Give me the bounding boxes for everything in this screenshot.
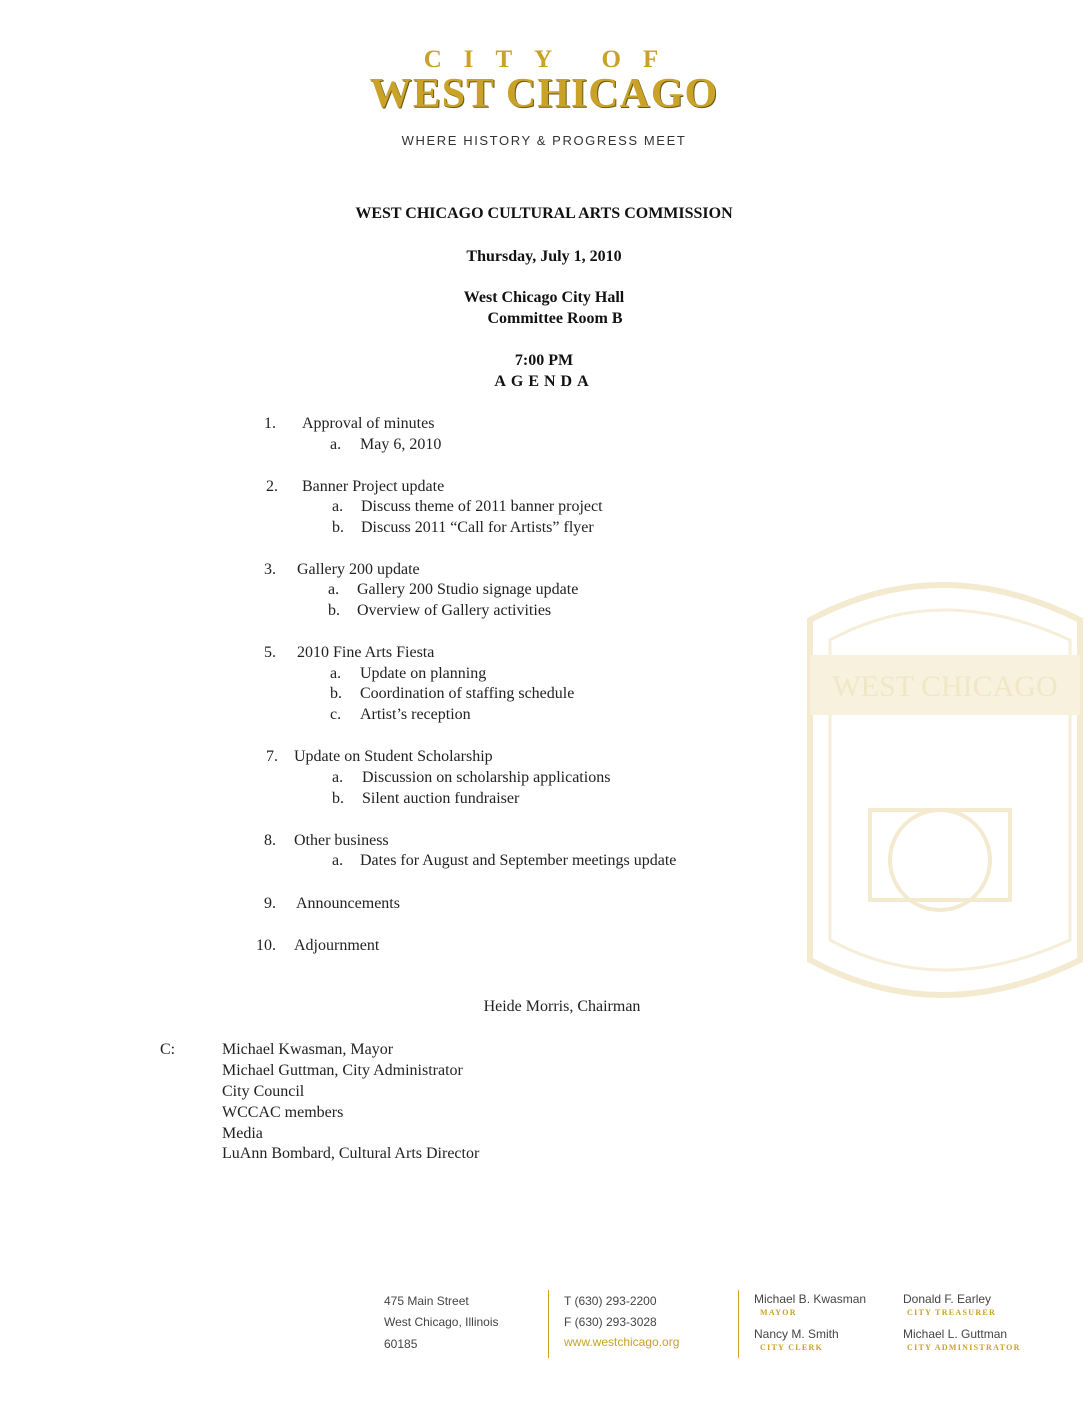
agenda-sub-letter: a. bbox=[328, 581, 340, 598]
agenda-sub-letter: b. bbox=[328, 602, 340, 619]
footer-website[interactable]: www.westchicago.org bbox=[564, 1335, 680, 1349]
official-role: CITY TREASURER bbox=[907, 1308, 997, 1317]
agenda-item-number: 5. bbox=[264, 644, 276, 661]
agenda-sub-text: Discussion on scholarship applications bbox=[362, 769, 611, 786]
agenda-item-title: Update on Student Scholarship bbox=[294, 748, 493, 765]
agenda-sub-text: May 6, 2010 bbox=[360, 436, 442, 453]
agenda-item-title: Banner Project update bbox=[302, 478, 445, 495]
footer-address-line: 475 Main Street bbox=[384, 1294, 469, 1308]
agenda-sub-letter: a. bbox=[330, 436, 342, 453]
agenda-sub-letter: c. bbox=[330, 706, 342, 723]
footer-divider bbox=[548, 1290, 549, 1358]
agenda-item-number: 2. bbox=[266, 478, 278, 495]
official-role: CITY CLERK bbox=[760, 1343, 824, 1352]
cc-recipient: Michael Kwasman, Mayor bbox=[222, 1041, 394, 1058]
agenda-sub-letter: a. bbox=[332, 498, 344, 515]
agenda-label: AGENDA bbox=[494, 373, 594, 390]
official-name: Michael B. Kwasman bbox=[754, 1292, 867, 1306]
footer-address-line: West Chicago, Illinois bbox=[384, 1315, 499, 1329]
agenda-sub-text: Dates for August and September meetings update bbox=[360, 852, 677, 869]
location-line-2: Committee Room B bbox=[487, 310, 623, 327]
meeting-time: 7:00 PM bbox=[514, 352, 574, 369]
svg-text:WEST CHICAGO: WEST CHICAGO bbox=[832, 670, 1058, 703]
agenda-sub-text: Discuss theme of 2011 banner project bbox=[361, 498, 603, 515]
agenda-sub-text: Update on planning bbox=[360, 665, 487, 682]
official-role: MAYOR bbox=[760, 1308, 797, 1317]
agenda-sub-text: Gallery 200 Studio signage update bbox=[357, 581, 579, 598]
footer-divider bbox=[738, 1290, 739, 1358]
location-line-1: West Chicago City Hall bbox=[463, 289, 625, 306]
agenda-item-title: Other business bbox=[294, 832, 389, 849]
letterhead-city-of: CITY OF bbox=[423, 46, 681, 73]
cc-recipient: Media bbox=[222, 1125, 263, 1142]
agenda-item-number: 10. bbox=[256, 937, 276, 954]
meeting-date: Thursday, July 1, 2010 bbox=[466, 248, 622, 265]
agenda-sub-letter: b. bbox=[332, 519, 344, 536]
agenda-item-number: 1. bbox=[264, 415, 276, 432]
agenda-item-title: Approval of minutes bbox=[302, 415, 435, 432]
agenda-sub-text: Overview of Gallery activities bbox=[357, 602, 552, 619]
agenda-sub-letter: a. bbox=[332, 852, 344, 869]
agenda-sub-letter: a. bbox=[330, 665, 342, 682]
agenda-sub-text: Silent auction fundraiser bbox=[362, 790, 520, 807]
chairman-signature: Heide Morris, Chairman bbox=[483, 998, 641, 1015]
footer-fax: F (630) 293-3028 bbox=[564, 1315, 657, 1329]
agenda-item-number: 9. bbox=[264, 895, 276, 912]
official-name: Donald F. Earley bbox=[903, 1292, 992, 1306]
cc-recipient: LuAnn Bombard, Cultural Arts Director bbox=[222, 1145, 480, 1162]
agenda-sub-letter: a. bbox=[332, 769, 344, 786]
official-role: CITY ADMINISTRATOR bbox=[907, 1343, 1021, 1352]
agenda-sub-letter: b. bbox=[330, 685, 342, 702]
cc-recipient: WCCAC members bbox=[222, 1104, 344, 1121]
agenda-item-title: Gallery 200 update bbox=[297, 561, 420, 578]
cc-recipient: City Council bbox=[222, 1083, 305, 1100]
city-seal-watermark bbox=[790, 560, 1088, 1060]
agenda-item-title: Adjournment bbox=[294, 937, 380, 954]
letterhead-city-name: WEST CHICAGO bbox=[369, 71, 719, 117]
official-name: Nancy M. Smith bbox=[754, 1327, 839, 1341]
cc-recipient: Michael Guttman, City Administrator bbox=[222, 1062, 463, 1079]
footer-address-line: 60185 bbox=[384, 1337, 418, 1351]
agenda-sub-text: Artist’s reception bbox=[360, 706, 471, 723]
agenda-item-title: 2010 Fine Arts Fiesta bbox=[297, 644, 435, 661]
cc-label: C: bbox=[160, 1041, 176, 1058]
agenda-sub-text: Discuss 2011 “Call for Artists” flyer bbox=[361, 519, 594, 536]
agenda-item-number: 7. bbox=[266, 748, 278, 765]
agenda-sub-letter: b. bbox=[332, 790, 344, 807]
agenda-item-number: 8. bbox=[264, 832, 276, 849]
letterhead-tagline: WHERE HISTORY & PROGRESS MEET bbox=[401, 133, 687, 148]
footer-phone: T (630) 293-2200 bbox=[564, 1294, 657, 1308]
commission-title: WEST CHICAGO CULTURAL ARTS COMMISSION bbox=[355, 205, 733, 222]
agenda-item-number: 3. bbox=[264, 561, 276, 578]
official-name: Michael L. Guttman bbox=[903, 1327, 1008, 1341]
agenda-sub-text: Coordination of staffing schedule bbox=[360, 685, 575, 702]
agenda-item-title: Announcements bbox=[296, 895, 400, 912]
